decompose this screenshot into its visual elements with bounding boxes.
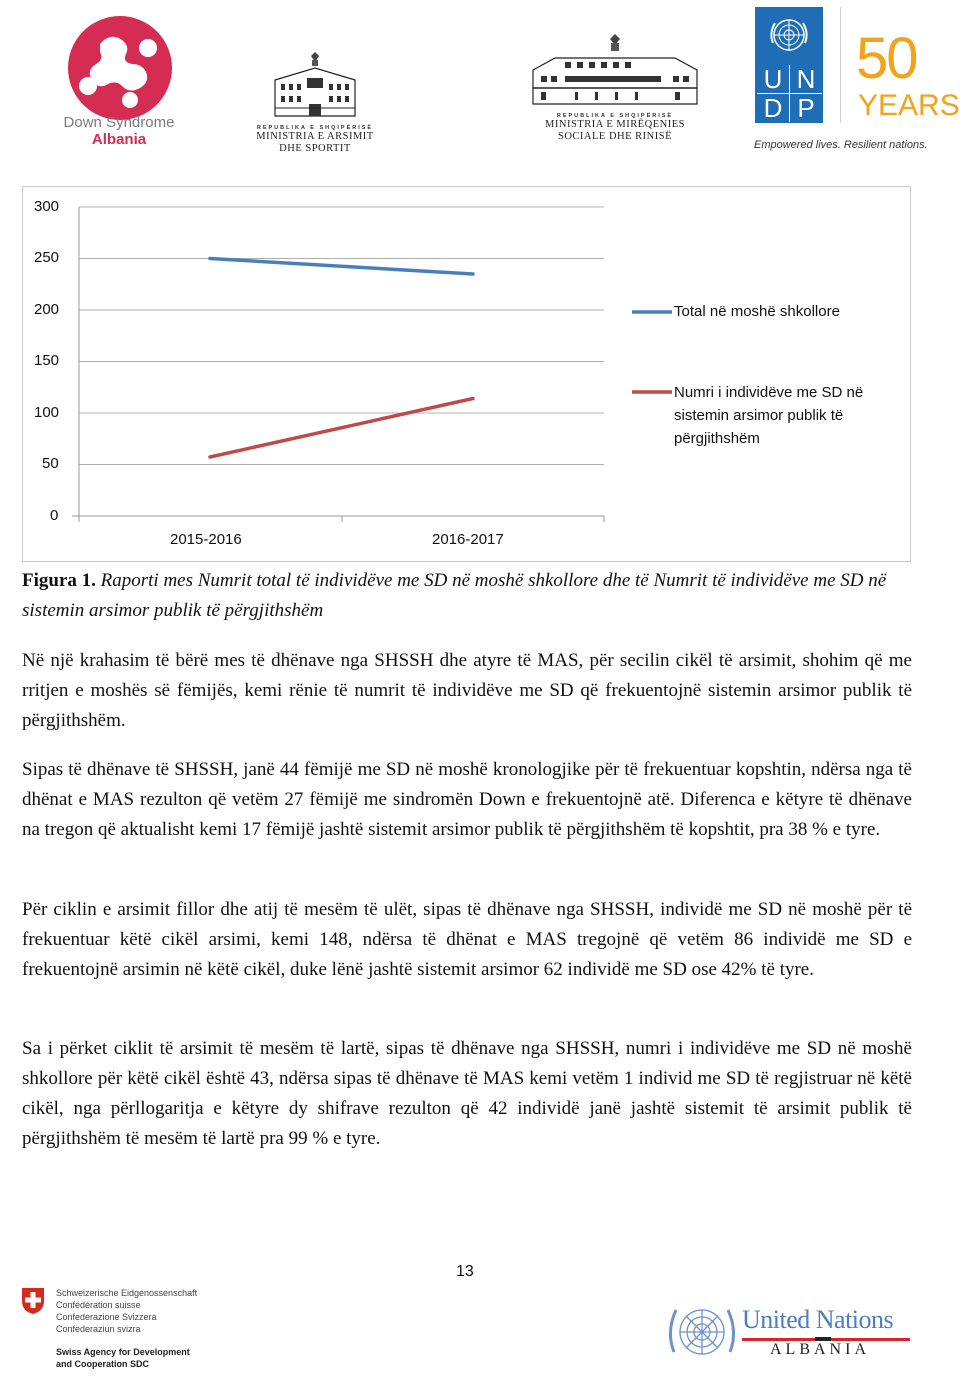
legend-label-sd-line1: Numri i individëve me SD në [674,384,864,401]
undp-tagline: Empowered lives. Resilient nations. [754,139,928,151]
chart-gridlines [79,207,604,465]
x-tick-2015-2016: 2015-2016 [170,531,242,548]
undp-fifty: 50 [856,26,917,91]
un-emblem-icon [767,13,811,57]
ministry-building-icon [265,50,365,120]
ministry-building-icon [525,32,705,108]
un-subtitle: ALBANIA [770,1341,870,1358]
down-syndrome-symbol-icon [60,14,180,122]
x-tick-2016-2017: 2016-2017 [432,531,504,548]
page-number: 13 [456,1263,474,1280]
paragraph-4: Sa i përket ciklit të arsimit të mesëm të lartë, sipas të dhënave nga SHSSH, numri i individëve me SD në moshë shkollore për këtë cikël është 43, ndërsa sipas të dhënave të MAS kemi vetëm 1 individ me SD të regjistruar në këtë cikël, nga përllogaritja e këtyre dy shifrave rezulton që 42 individë janë jashtë sistemit të arsimit publik të përgjithshëm të mesëm të lartë pra 99 % e tyre. [22,1038,912,1149]
ministry-social-line2: SOCIALE DHE RINISË [558,131,672,142]
paragraph-2: Sipas të dhënave të SHSSH, janë 44 fëmijë me SD në moshë kronologjike për të frekuentuar kopshtin, ndërsa nga të dhënat e MAS rezulton që vetëm 27 fëmijë me sindromën Down e frekuentojnë atë. Diferenca e këtyre të dhënave na tregon që aktualisht kemi 17 fëmijë jashtë sistemit arsimor publik të përgjithshëm të kopshtit, pra 38 % e tyre. [22,759,912,840]
ministry-social-republic: REPUBLIKA E SHQIPËRISË [556,113,674,119]
y-tick-50: 50 [42,455,59,472]
legend-label-sd-line2: sistemin arsimor publik të [674,407,844,424]
undp-letter-n: N [790,65,822,94]
swiss-line-fr: Confédération suisse [56,1300,141,1310]
y-tick-200: 200 [34,301,60,318]
ministry-social-line1: MINISTRIA E MIRËQENIES [545,119,685,130]
y-tick-150: 150 [34,352,60,369]
swiss-cross-icon [21,1287,45,1315]
y-tick-250: 250 [34,249,60,266]
undp-divider [840,7,841,123]
down-syndrome-logo-line1: Down Syndrome [63,114,175,131]
figure-caption-label: Figura 1. [22,570,96,591]
series-total-line [210,259,473,275]
ministry-education-line1: MINISTRIA E ARSIMIT [256,131,374,142]
swiss-line-de: Schweizerische Eidgenossenschaft [56,1288,198,1298]
chart-plot [22,186,911,562]
legend-item-total [674,300,840,323]
undp-logo [755,7,823,123]
y-tick-300: 300 [34,198,60,215]
swiss-line-rm: Confederaziun svizra [56,1324,141,1334]
swiss-agency-text [56,1346,190,1370]
undp-letter-p: P [797,93,815,123]
legend-label-sd-line3: përgjithshëm [674,430,760,447]
un-title: United Nations [742,1305,894,1334]
figure-caption-text: Raporti mes Numrit total të individëve me SD në moshë shkollore dhe të Numrit të individëve me SD në sistemin arsimor publik të përgjithshëm [22,570,887,621]
paragraph-1: Në një krahasim të bërë mes të dhënave nga SHSSH dhe atyre të MAS, për secilin cikël të arsimit, shohim që me rritjen e moshës së fëmijës, kemi rënie të numrit të individëve me SD që frekuentojnë sistemin arsimor publik të përgjithshëm. [22,650,912,731]
ministry-education-republic: REPUBLIKA E SHQIPËRISË [256,125,374,131]
down-syndrome-logo-line2: Albania [91,131,147,148]
undp-letter-d: D [757,94,790,122]
legend-label-total: Total në moshë shkollore [674,303,840,320]
ministry-education-logo [240,50,390,155]
undp-years: YEARS [858,89,960,122]
ministry-education-line2: DHE SPORTIT [279,143,351,154]
swiss-agency-line1: Swiss Agency for Development [56,1347,190,1357]
swiss-confederation-text [56,1287,197,1335]
y-tick-100: 100 [34,404,60,421]
y-tick-0: 0 [50,507,59,524]
ministry-social-welfare-logo [505,32,725,143]
un-emblem-icon [664,1300,740,1368]
paragraph-3: Për ciklin e arsimit fillor dhe atij të mesëm të ulët, sipas të dhënave nga SHSSH, individë me SD në moshë për të frekuentuar këtë cikël arsimi, kemi 148, ndërsa të dhënat e MAS tregojnë që vetëm 86 individë me SD e frekuentojnë arsimin në këtë cikël, duke lënë jashtë sistemit arsimor 62 individë me SD ose 42% të tyre. [22,899,912,980]
undp-letter-u: U [757,65,790,94]
figure-caption [22,566,912,626]
swiss-agency-line2: and Cooperation SDC [56,1359,150,1369]
series-sd-line [210,399,473,458]
legend-item-sd [674,381,863,450]
chart-axes [72,207,604,522]
swiss-line-it: Confederazione Svizzera [56,1312,157,1322]
